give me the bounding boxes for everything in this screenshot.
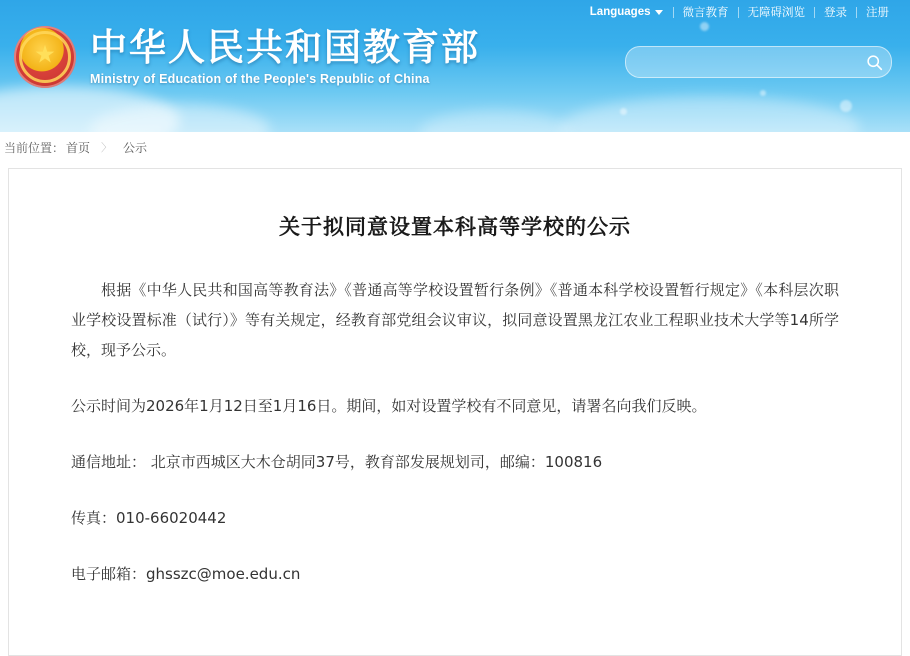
top-navigation [590,0,898,24]
nav-link-login[interactable]: 登录 [824,7,847,19]
language-selector[interactable] [590,6,663,18]
article-paragraph: 通信地址： 北京市西城区大木仓胡同37号，教育部发展规划司，邮编：100816 [71,453,603,471]
nav-link-weiyan[interactable]: 微言教育 [682,7,729,19]
cloud-decoration [420,110,570,132]
brand-text [90,28,480,86]
search-icon [866,54,883,71]
site-header [0,0,910,132]
search-input[interactable] [626,49,857,75]
article-paragraph-email: 电子邮箱：ghsszc@moe.edu.cn [71,565,301,583]
nav-link-register[interactable]: 注册 [866,7,889,19]
sparkle-decoration [760,90,766,96]
breadcrumb-separator: 〉 [101,142,113,154]
article-paragraph: 根据《中华人民共和国高等教育法》《普通高等学校设置暂行条例》《普通本科学校设置暂行规定》《本科层次职业学校设置标准（试行）》等有关规定，经教育部党组会议审议，拟同意设置黑龙江农业工程职业技术大学等14所学校，现予公示。 [71,281,839,359]
breadcrumb-item-home[interactable]: 首页 [66,140,91,155]
sparkle-decoration [620,108,627,115]
site-brand[interactable] [14,26,480,88]
breadcrumb-label: 当前位置： [4,140,65,155]
national-emblem-icon [14,26,76,88]
language-label: Languages [589,6,651,18]
search-button[interactable] [857,48,891,76]
sparkle-decoration [840,100,852,112]
breadcrumb [0,132,910,162]
cloud-decoration [560,96,860,132]
site-search[interactable] [625,46,892,78]
article-body [71,275,839,589]
page-title: 关于拟同意设置本科高等学校的公示 [279,215,631,239]
emblem-star-shape: ★ [35,43,55,66]
brand-name-cn: 中华人民共和国教育部 [90,26,480,70]
chevron-down-icon [655,10,663,15]
article-paragraph: 传真：010-66020442 [71,509,227,527]
breadcrumb-item-notice[interactable]: 公示 [123,140,148,155]
article-paragraph: 公示时间为2026年1月12日至1月16日。期间，如对设置学校有不同意见，请署名向我们反映。 [71,397,707,415]
article-panel [8,168,902,656]
nav-link-accessibility[interactable]: 无障碍浏览 [747,7,805,19]
brand-name-en: Ministry of Education of the People's Republic of China [90,71,430,86]
